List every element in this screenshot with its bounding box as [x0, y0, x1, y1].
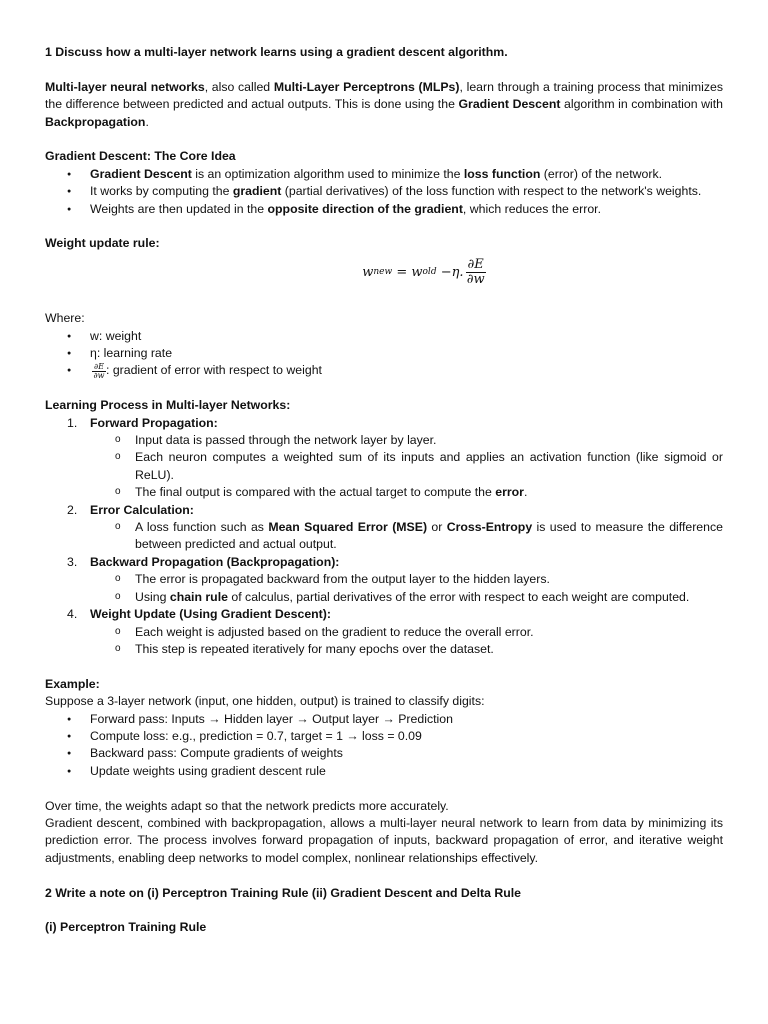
- list-item: o Input data is passed through the network layer by layer.: [90, 432, 723, 449]
- list-item: o Each weight is adjusted based on the gradient to reduce the overall error.: [90, 624, 723, 641]
- step-weight-update: 4. Weight Update (Using Gradient Descent): o Each weight is adjusted based on the gradient to reduce the overall error. o This step is repeated iteratively for many epochs over the dataset.: [45, 606, 723, 658]
- list-item: o The final output is compared with the actual target to compute the error.: [90, 484, 723, 501]
- intro-paragraph: Multi-layer neural networks, also called Multi-Layer Perceptrons (MLPs), learn through a training process that minimizes the difference between predicted and actual outputs. This is done using the Gradient Descent algorithm in combination with Backpropagation.: [45, 79, 724, 129]
- example-heading: Example:: [45, 676, 100, 691]
- example-intro: Suppose a 3-layer network (input, one hidden, output) is trained to classify digits:: [45, 694, 485, 709]
- weight-update-equation: w new = w old −η. $\frac{\partial E}{\partial w}$: [362, 257, 485, 288]
- where-list: [45, 328, 723, 380]
- question-1-heading: 1 Discuss how a multi-layer network learns using a gradient descent algorithm.: [45, 45, 508, 59]
- core-idea-list: [45, 166, 723, 218]
- example-list: [45, 711, 723, 781]
- conclusion-line: Over time, the weights adapt so that the network predicts more accurately.: [45, 798, 449, 813]
- step-backward-propagation: 3. Backward Propagation (Backpropagation): o The error is propagated backward from the output layer to the hidden layers. o Using chain rule of calculus, partial derivatives of the error with respect to each weight are computed.: [45, 554, 723, 606]
- list-item: o Each neuron computes a weighted sum of its inputs and applies an activation function (like sigmoid or ReLU).: [90, 449, 723, 484]
- gradient-fraction: $\frac{\partial E}{\partial w}$: [466, 257, 485, 288]
- where-label: Where:: [45, 311, 85, 326]
- list-item: o The error is propagated backward from the output layer to the hidden layers.: [90, 571, 723, 588]
- list-item: ● Update weights using gradient descent rule: [45, 763, 723, 780]
- core-idea-heading: Gradient Descent: The Core Idea: [45, 149, 236, 164]
- list-item: ● Gradient Descent is an optimization algorithm used to minimize the loss function (error) of the network.: [45, 166, 723, 183]
- conclusion-paragraph: Gradient descent, combined with backpropagation, allows a multi-layer neural network to learn from data by minimizing its prediction error. The process involves forward propagation of inputs, backward propagation of error, and iterative weight adjustments, enabling deep networks to model complex, nonlinear relationships effectively.: [45, 815, 723, 865]
- document-page: [45, 44, 723, 937]
- list-item: ● Forward pass: Inputs → Hidden layer → Output layer → Prediction: [45, 711, 723, 728]
- list-item: ● $\frac{\partial E}{\partial w}$ : gradient of error with respect to weight: [45, 362, 723, 379]
- list-item: ● η: learning rate: [45, 345, 723, 362]
- question-2-heading: 2 Write a note on (i) Perceptron Training Rule (ii) Gradient Descent and Delta Rule: [45, 885, 522, 900]
- list-item: ● Compute loss: e.g., prediction = 0.7, target = 1 → loss = 0.09: [45, 728, 723, 745]
- perceptron-rule-heading: (i) Perceptron Training Rule: [45, 920, 207, 935]
- list-item: ● w: weight: [45, 328, 723, 345]
- learning-process-steps: [45, 415, 723, 659]
- list-item: ● Backward pass: Compute gradients of weights: [45, 745, 723, 762]
- list-item: o A loss function such as Mean Squared Error (MSE) or Cross-Entropy is used to measure the difference between predicted and actual output.: [90, 519, 723, 554]
- gradient-fraction-small: ● $\frac{\partial E}{\partial w}$: [93, 361, 105, 380]
- step-forward-propagation: 1. Forward Propagation: o Input data is passed through the network layer by layer. o Each neuron computes a weighted sum of its inputs and applies an activation function (like sigmoid or ReLU). o The final output is compared with the actual target to compute the error.: [45, 415, 723, 502]
- list-item: ● Weights are then updated in the opposite direction of the gradient, which reduces the error.: [45, 201, 723, 218]
- weight-update-heading: Weight update rule:: [45, 236, 160, 251]
- learning-process-heading: Learning Process in Multi-layer Networks:: [45, 398, 291, 413]
- step-error-calculation: 2. Error Calculation: o A loss function such as Mean Squared Error (MSE) or Cross-Entropy is used to measure the difference between predicted and actual output.: [45, 502, 723, 554]
- list-item: ● It works by computing the gradient (partial derivatives) of the loss function with respect to the network's weights.: [45, 183, 723, 200]
- list-item: o Using chain rule of calculus, partial derivatives of the error with respect to each weight are computed.: [90, 589, 723, 606]
- list-item: o This step is repeated iteratively for many epochs over the dataset.: [90, 641, 723, 658]
